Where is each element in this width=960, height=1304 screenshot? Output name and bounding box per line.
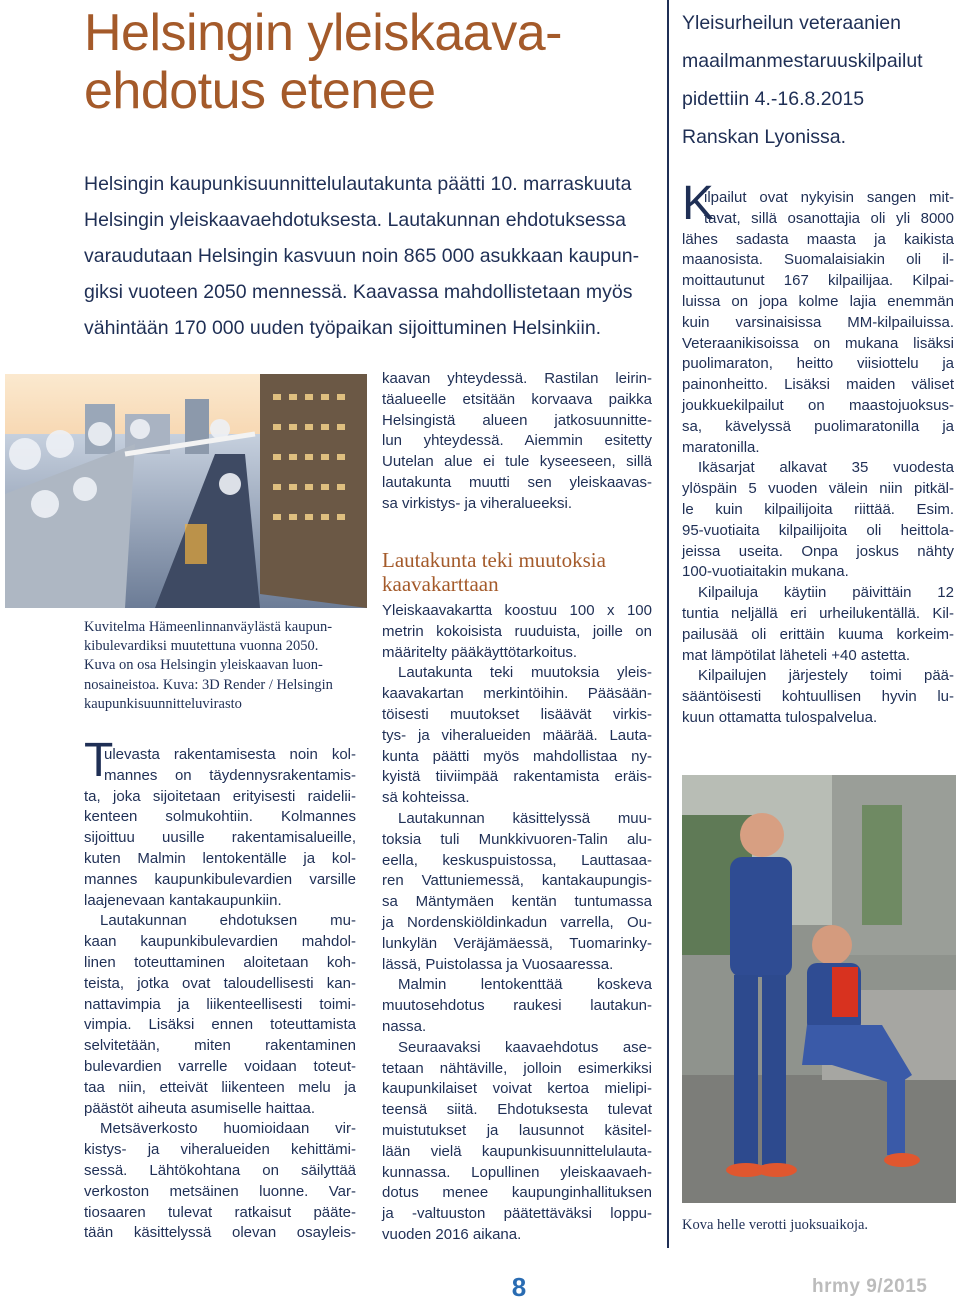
lede-line: Helsingin yleiskaavaehdotuksesta. Lautakunnan ehdotuksessa [84,209,627,231]
body-line: lähes sadasta maasta ja kaikista [682,230,954,248]
body-line: kaavakartan merkintöihin. Pääsään- [382,685,652,703]
body-line: Uutelan alue ei tule kyseeseen, sillä [382,453,652,471]
magazine-issue-label: hrmy 9/2015 [812,1276,928,1297]
body-line: maratonilla. [682,438,760,456]
dropcap-letter: T [84,734,114,787]
body-line: tään käsittelyssä olevan osayleis- [84,1224,356,1242]
sidebar-headline-line: maailmanmestaruuskilpailut [682,50,923,72]
article-column-2-section [382,601,652,1246]
lede-line: vähintään 170 000 uuden työpaikan sijoittuminen Helsinkiin. [84,317,602,339]
body-line: sijoittuu uusille rakentamisalueille, [84,829,356,847]
body-line: verkoston metsäinen luonne. Var- [84,1182,356,1200]
body-line: tetaan nähtäville, jolloin esimerkiksi [382,1059,652,1077]
body-line: tuntia neljällä eri urheilukentällä. Kil- [682,604,954,622]
body-line: mannes on täydennysrakentamis- [104,766,356,784]
body-line: kunta päätti myös mahdollistaa ny- [382,747,652,765]
body-line: sä kohteissa. [382,789,470,807]
body-line: Lautakunta teki muutoksia yleis- [398,664,652,682]
body-line: vuoden 2016 aikana. [382,1225,522,1243]
body-line: sa, kävelyssä puolimaratonilla ja [682,417,954,435]
column-divider [667,0,669,1248]
body-line: tiosaaren tulevat ratkaisut pääte- [84,1203,356,1221]
body-line: laajenevaan kantakaupunkiin. [84,891,282,909]
photo-caption-1 [84,618,374,714]
photo-caption-2: Kova helle verotti juoksuaikoja. [682,1217,869,1233]
body-line: kyistä tiiviimpää rakentamista eräis- [382,768,652,786]
body-line: Seuraavaksi kaavaehdotus ase- [398,1038,652,1056]
body-line: Ikäsarjat alkavat 35 vuodesta [698,459,954,477]
body-line: ilpailut ovat nykyisin sangen mit- [704,189,954,206]
body-line: täalueelle etsitään korvaava paikka [382,390,652,408]
section-subheading [382,548,652,596]
boulevard-render-illustration [5,374,367,608]
body-line: kuun ottamatta tulospalvelua. [682,708,878,726]
body-line: kenteen solmukohtiin. Kolmannes [84,808,356,826]
body-line: sa virkistys- ja viheralueeksi. [382,494,573,512]
body-line: luissa on jopa kolme lajia enemmän [682,292,954,310]
athletes-photo [682,775,956,1203]
athletes-illustration [682,775,956,1203]
body-line: pailusää oli erittäin kuuma korkeim- [682,625,954,643]
body-line: Malmin lentokenttää koskeva [398,976,652,994]
sidebar-dropcap-letter: K [682,177,715,230]
caption-line: kibulevardiksi muutettuna vuonna 2050. [84,638,319,655]
body-line: 95-vuotiaita kilpailijoita oli heittola- [682,521,954,539]
body-line: ulevasta rakentamisesta noin kol- [104,746,356,763]
body-line: kunnassa. Lopullinen yleiskaavaeh- [382,1163,652,1181]
body-line: nassa. [382,1017,427,1035]
body-line: lun yhteydessä. Aiemmin esitetty [382,432,652,450]
caption-line: Kuva on osa Helsingin yleiskaavan luon- [84,657,323,674]
body-line: Helsingistä alueen jatkosuunnitte- [382,411,652,429]
body-line: määritelty pääkäyttötarkoitus. [382,643,578,661]
lede-line: giksi vuoteen 2050 mennessä. Kaavassa mahdollistetaan myös [84,281,633,303]
body-line: Lautakunnan ehdotuksen mu- [100,912,356,930]
lede-line: varaudutaan Helsingin kasvuun noin 865 000 asukkaan kaupun- [84,245,640,267]
body-line: Kilpailujen järjestely toimi pää- [698,667,954,685]
body-line: 100-vuotiaitakin mukana. [682,563,849,581]
body-line: Metsäverkosto huomioidaan vir- [100,1120,356,1138]
body-line: ren Vattuniemessä, kantakaupungis- [382,872,652,890]
body-line: mat lämpötilat läheteli +40 astetta. [682,646,911,664]
lede-line: Helsingin kaupunkisuunnittelulautakunta päätti 10. marraskuuta [84,173,632,195]
body-line: puolimaraton, heitto viisiottelu ja [682,355,954,373]
body-line: Lautakunnan käsittelyssä muu- [398,809,652,827]
body-line: painonheitto. Lisäksi maiden väliset [682,376,954,394]
page-number: 8 [511,1272,527,1302]
subheading-line: kaavakarttaan [382,572,499,596]
article-column-1 [84,745,356,1244]
body-line: ja Nordenskiöldinkadun varrella, Ou- [382,913,652,931]
body-line: kistys- ja viheralueiden kehittämi- [84,1141,356,1159]
body-line: sa Mäntymäen kentän tuntumassa [382,893,652,911]
article-headline [84,4,664,120]
subheading-line: Lautakunta teki muutoksia [382,548,606,572]
caption-line: Kuvitelma Hämeenlinnanväylästä kaupun- [84,619,333,635]
body-line: Kilpailuja käytiin päivittäin 12 [698,584,954,602]
body-line: Yleiskaavakartta koostuu 100 x 100 [382,602,652,619]
sidebar-headline-line: pidettiin 4.-16.8.2015 [682,88,865,110]
body-line: taa niin, etteivät liikenteen melu ja [84,1078,356,1096]
body-line: sessä. Lähtökohtana on säilyttää [84,1161,356,1179]
body-line: moittautunut 167 kilpailijaa. Kilpai- [682,272,954,290]
body-line: muistutukset ja lausunnot käsitel- [382,1121,652,1139]
body-line: vimpia. Lisäksi ennen toteuttamista [84,1016,356,1034]
headline-line-1: Helsingin yleiskaava- [84,4,562,62]
body-line: dotus menee kaupunginhallituksen [382,1184,652,1202]
body-line: metrin kokoisista ruuduista, joille on [382,622,652,640]
body-line: päästöt aiheuta asumiselle haittaa. [84,1099,315,1117]
article-lede [84,166,660,346]
body-line: teensä siitä. Ehdotuksesta tulevat [382,1101,652,1119]
body-line: selvitetään, miten rakentaminen [84,1037,356,1055]
body-line: lässä, Puistolassa ja Vuosaaressa. [382,955,614,973]
body-line: bulevardien varrelle voidaan toteut- [84,1057,356,1075]
body-line: joukkuekilpailut on maastojuoksus- [682,396,954,414]
body-line: mannes kaupunkibulevardien varsille [84,870,356,888]
body-line: kuin varsinaisissa MM-kilpailuissa. [682,313,954,331]
body-line: töisesti muutokset lisäävät virkis- [382,705,652,723]
body-line: maanosista. Suomalaisiakin oli il- [682,251,954,269]
article-column-2 [382,369,652,515]
body-line: toksia tuli Munkkivuoren-Talin alu- [382,830,652,848]
body-line: ta, joka sijoitetaan erityisesti raidelii- [84,787,356,805]
body-line: muutosehdotus raukesi lautakun- [382,997,652,1015]
boulevard-render-image [5,374,367,608]
body-line: eella, keskuspuistossa, Lauttasaa- [382,851,652,869]
body-line: ylöspäin 5 vuoden välein niin pitkäl- [682,480,954,498]
body-line: ja -valtuuston päätettäväksi loppu- [382,1205,652,1223]
sidebar-headline [682,4,958,156]
sidebar-headline-line: Ranskan Lyonissa. [682,126,847,148]
body-line: sääntöisesti kohtuullisen hyvin lu- [682,688,954,706]
body-line: kuten Malmin lentokentälle ja kol- [84,849,356,867]
body-line: Veteraanikisoissa on mukana lisäksi [682,334,954,352]
body-line: lautakunta muutti sen yleiskaavas- [382,473,652,491]
sidebar-body [682,188,954,729]
headline-line-2: ehdotus etenee [84,62,436,120]
body-line: kaan kaupunkibulevardien mahdol- [84,933,356,951]
body-line: jeissa useita. Onpa joskus nähty [682,542,954,560]
body-line: nattavimpia ja liikenteellisesti toimi- [84,995,356,1013]
body-line: tys- ja viheralueiden määrää. Lauta- [382,726,652,744]
body-line: lään vielä kaupunkisuunnittelulauta- [382,1142,652,1160]
caption-line: nosaineistoa. Kuva: 3D Render / Helsingin [84,676,333,693]
body-line: kaupunkilaiset voivat kertoa mielipi- [382,1080,652,1098]
body-line: linen toteuttaminen aloitetaan koh- [84,953,356,971]
body-line: teista, jotka ovat taloudellisesti kan- [84,974,356,992]
caption-line: kaupunkisuunnitteluvirasto [84,695,242,712]
sidebar-headline-line: Yleisurheilun veteraanien [682,12,901,34]
body-line: kaavan yhteydessä. Rastilan leirin- [382,370,652,387]
body-line: lunkylän Veräjämäessä, Tuomarinky- [382,934,652,952]
body-line: le kuin kilpailijoita riittää. Esim. [682,500,954,518]
body-line: tavat, sillä osanottajia oli yli 8000 [704,209,954,227]
